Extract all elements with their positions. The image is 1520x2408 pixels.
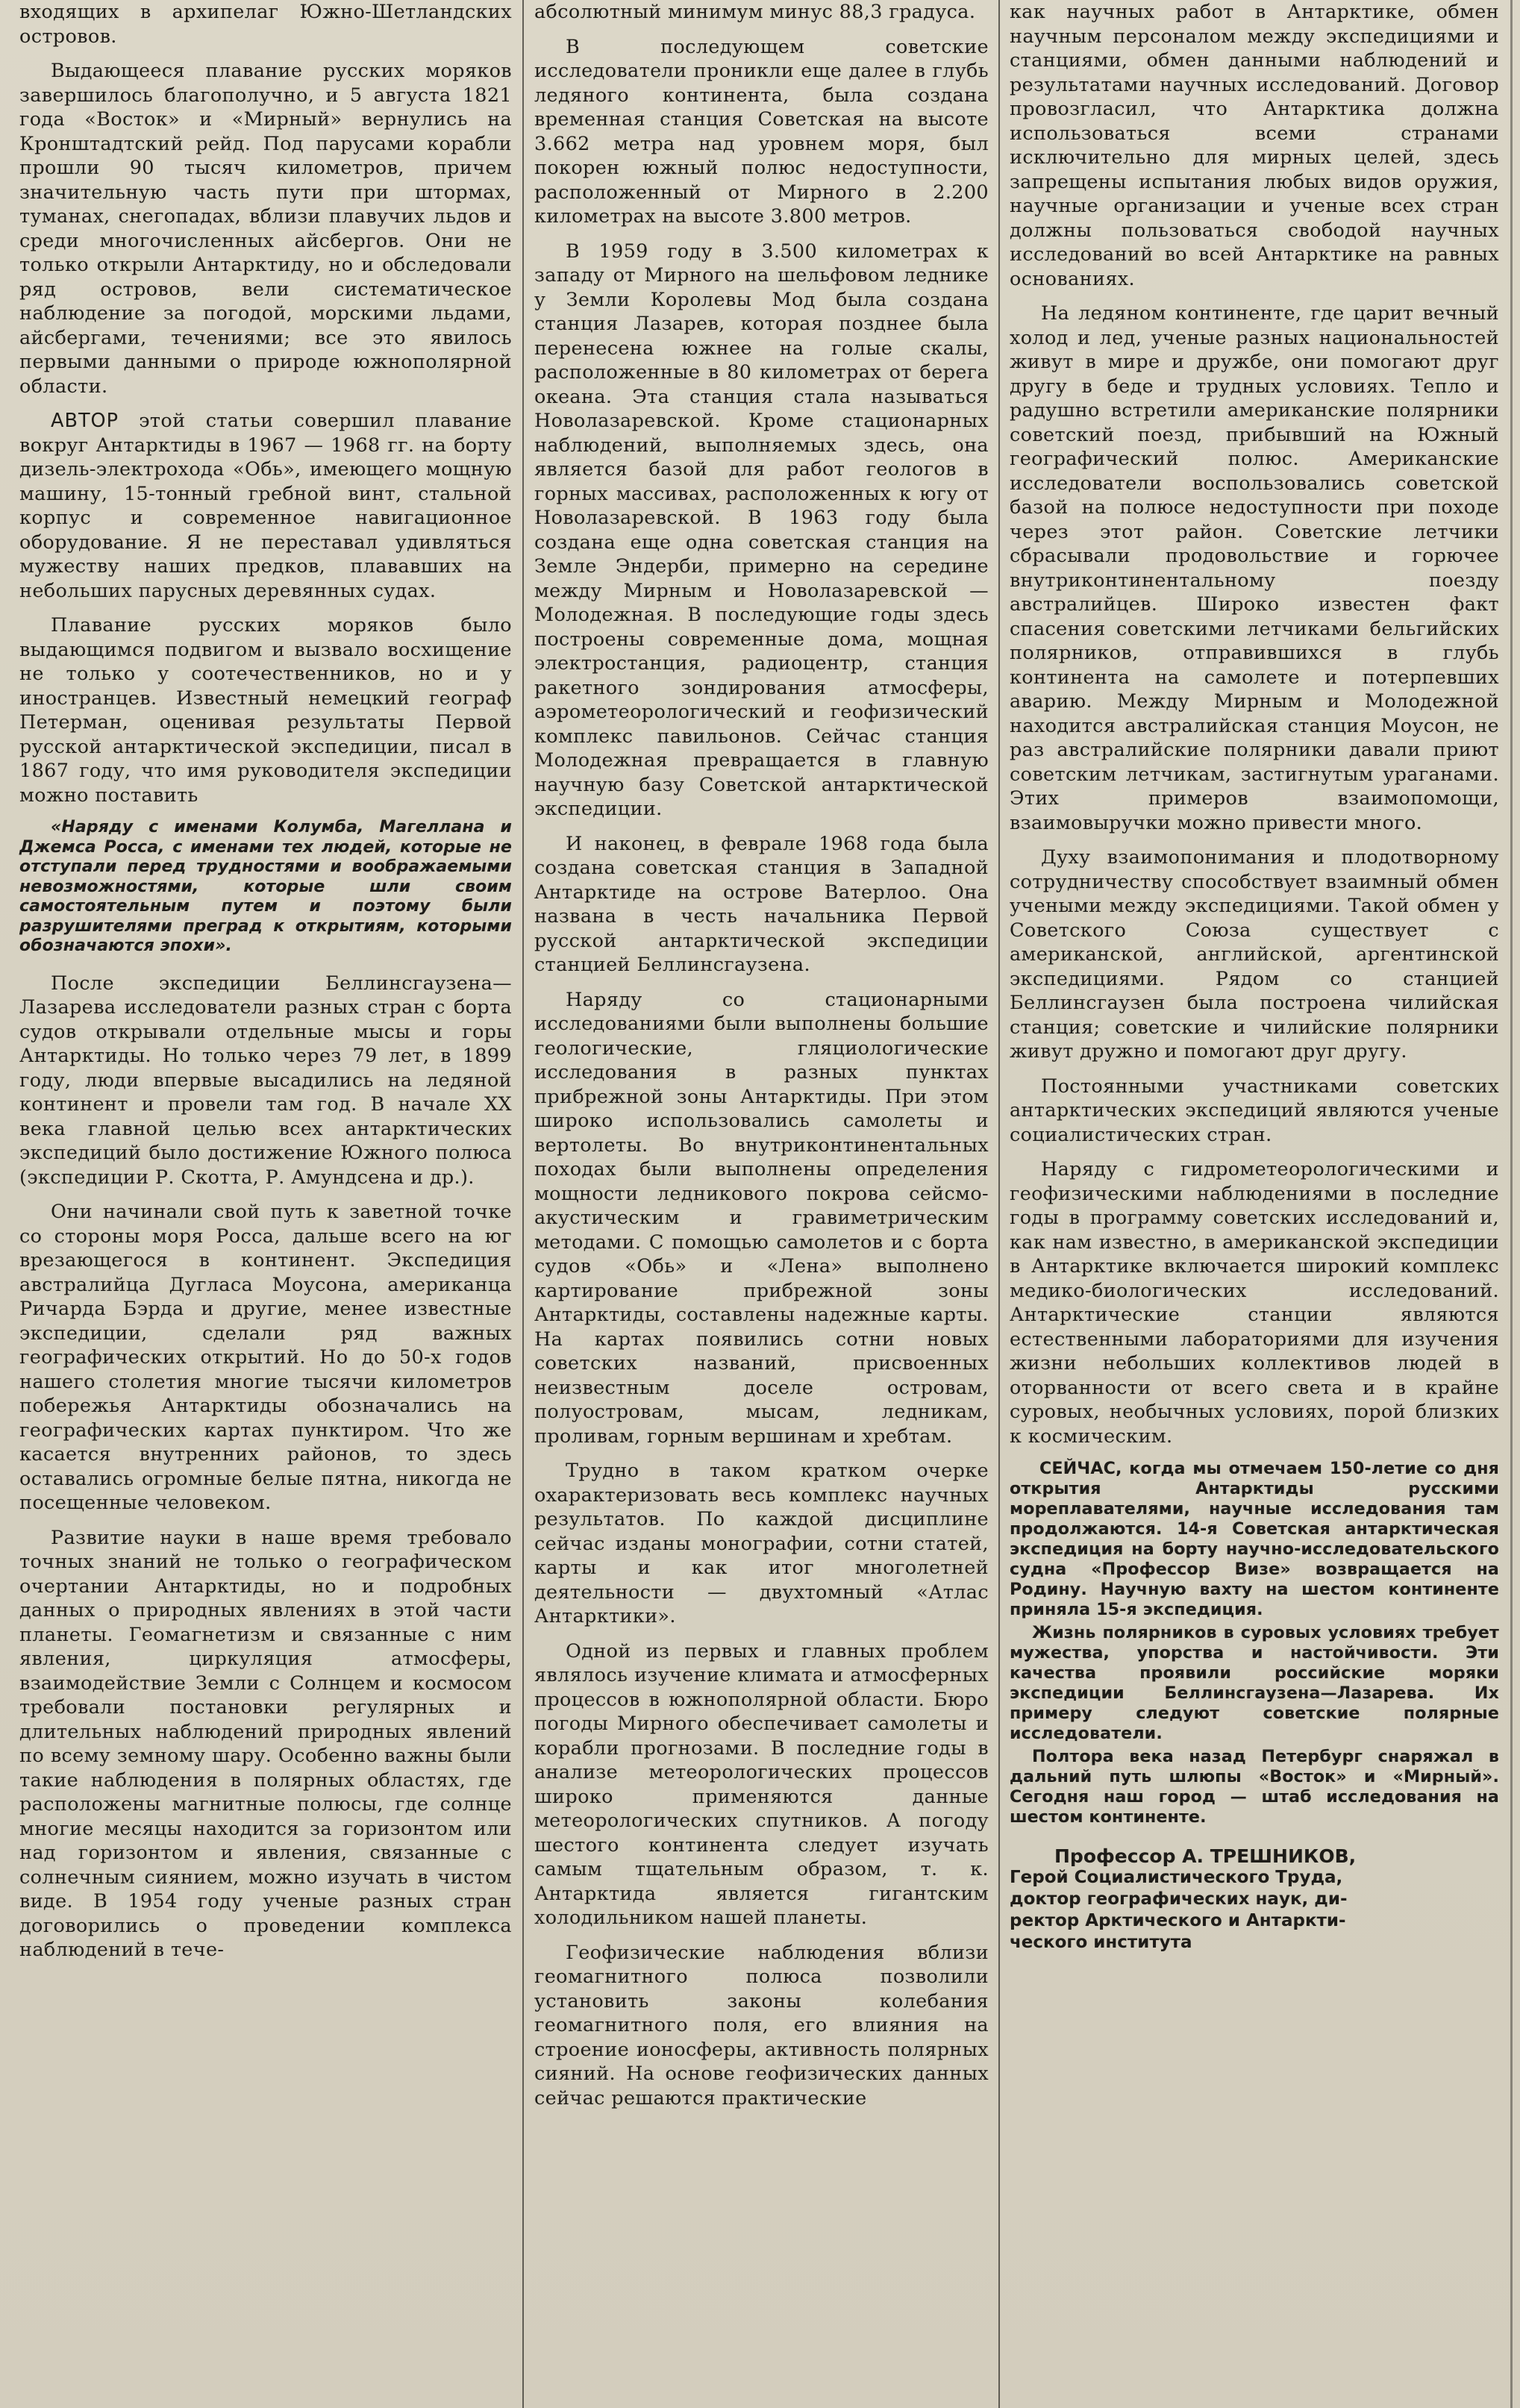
column-left — [13, 0, 518, 2408]
paragraph: Выдающееся плавание русских моряков завершилось благополучно, и 5 августа 1821 года «Восток» и «Мирный» вернулись на Кронштадтский рейд. Под парусами корабли прошли 90 тысяч километров, причем значительную часть пути при штормах, туманах, снегопадах, вблизи плавучих льдов и среди многочисленных айсбергов. Они не только открыли Антарктиду, но и обследовали ряд островов, вели систематическое наблюдение за погодой, морскими льдами, айсбергами, течениями; все это явилось первыми данными о природе южнополярной области. — [19, 60, 512, 398]
column-divider — [998, 0, 1000, 2408]
paragraph-text: этой статьи совершил плавание вокруг Антарктиды в 1967 — 1968 гг. на борту дизель-электрохода «Обь», имеющего мощную машину, 15-тонный гребной винт, стальной корпус и современное навигационное оборудование. Я не переставал удивляться мужеству наших предков, плававших на небольших парусных деревянных судах. — [19, 410, 512, 602]
column-divider — [522, 0, 524, 2408]
paragraph: Постоянными участниками советских антарктических экспедиций являются ученые социалистических стран. — [1010, 1075, 1499, 1146]
author-title-line: Герой Социалистического Труда, — [1010, 1868, 1343, 1887]
column-right — [1004, 0, 1505, 2408]
summary-paragraph: СЕЙЧАС, когда мы отмечаем 150-летие со дня открытия Антарктиды русскими мореплавателями, научные исследования там продолжаются. 14-я Советская антарктическая экспедиция на борту научно-исследовательского судна «Профессор Визе» возвращается на Родину. Научную вахту на шестом континенте приняла 15-я экспедиция. — [1010, 1459, 1499, 1619]
author-name: Профессор А. ТРЕШНИКОВ, — [1054, 1845, 1357, 1867]
paragraph: Наряду со стационарными исследованиями были выполнены большие геологические, гляциологические исследования в разных пунктах прибрежной зоны Антарктиды. При этом широко использовались самолеты и вертолеты. Во внутриконтинентальных походах были выполнены определения мощности ледникового покрова сейсмо-акустическим и гравиметрическим методами. С помощью самолетов и с борта судов «Обь» и «Лена» выполнено картирование прибрежной зоны Антарктиды, составлены надежные карты. На картах появились сотни новых советских названий, присвоенных неизвестным доселе островам, полуостровам, мысам, ледникам, проливам, горным вершинам и хребтам. — [534, 988, 989, 1448]
paragraph: Одной из первых и главных проблем являлось изучение климата и атмосферных процессов в южнополярной области. Бюро погоды Мирного обеспечивает самолеты и корабли прогнозами. В последние годы в анализе метеорологических процессов широко применяются данные метеорологических спутников. А погоду шестого континента следует изучать самым тщательным образом, т. к. Антарктида является гигантским холодильником нашей планеты. — [534, 1639, 989, 1929]
paragraph: Плавание русских моряков было выдающимся подвигом и вызвало восхищение не только у соотечественников, но и у иностранцев. Известный немецкий географ Петерман, оценивая результаты Первой русской антарктической экспедиции, писал в 1867 году, что имя руководителя экспедиции можно поставить — [19, 614, 512, 807]
paragraph: Геофизические наблюдения вблизи геомагнитного полюса позволили установить законы колебания геомагнитного поля, его влияния на строение ионосферы, активность полярных сияний. На основе геофизических данных сейчас решаются практические — [534, 1941, 989, 2110]
paragraph: Духу взаимопонимания и плодотворному сотрудничеству способствует взаимный обмен учеными между экспедициями. Такой обмен у Советского Союза существует с американской, английской, аргентинской экспедициями. Рядом со станцией Беллинсгаузен была построена чилийская станция; советские и чилийские полярники живут дружно и помогают друг другу. — [1010, 846, 1499, 1063]
quote-block: «Наряду с именами Колумба, Магеллана и Джемса Росса, с именами тех людей, которые не отступали перед трудностями и воображаемыми невозможностями, которые шли своим самостоятельным путем и поэтому были разрушителями преград к открытиям, которыми обозначаются эпохи». — [19, 818, 512, 955]
paragraph: На ледяном континенте, где царит вечный холод и лед, ученые разных национальностей живут в мире и дружбе, они помогают друг другу в беде и трудных условиях. Тепло и радушно встретили американские полярники советский поезд, прибывший на Южный географический полюс. Американские исследователи воспользовались советской базой на полюсе недоступности при походе через этот район. Советские летчики сбрасывали продовольствие и горючее внутриконтинентальному поезду австралийцев. Широко известен факт спасения советскими летчиками бельгийских полярников, отправившихся в глубь континента на самолете и потерпевших аварию. Между Мирным и Молодежной находится австралийская станция Моусон, не раз австралийские полярники давали приют советским летчикам, застигнутым ураганами. Этих примеров взаимопомощи, взаимовыручки можно привести много. — [1010, 302, 1499, 834]
paragraph: В последующем советские исследователи проникли еще далее в глубь ледяного континента, была создана временная станция Советская на высоте 3.662 метра над уровнем моря, был покорен южный полюс недоступности, расположенный от Мирного в 2.200 километрах на высоте 3.800 метров. — [534, 35, 989, 228]
paragraph: В 1959 году в 3.500 километрах к западу от Мирного на шельфовом леднике у Земли Королевы Мод была создана станция Лазарев, которая позднее была перенесена южнее на голые скалы, расположенные в 80 километрах от берега океана. Эта станция стала называться Новолазаревской. Кроме стационарных наблюдений, выполняемых здесь, она является базой для работ геологов в горных массивах, расположенных к югу от Новолазаревской. В 1963 году была создана еще одна советская станция на Земле Эндерби, примерно на середине между Мирным и Новолазаревской — Молодежная. В последующие годы здесь построены современные дома, мощная электростанция, радиоцентр, станция ракетного зондирования атмосферы, аэрометеорологический и геофизический комплекс павильонов. Сейчас станция Молодежная превращается в главную научную базу Советской антарктической экспедиции. — [534, 240, 989, 820]
paragraph: как научных работ в Антарктике, обмен научным персоналом между экспедициями и станциями, обмен данными наблюдений и результатами научных исследований. Договор провозгласил, что Антарктика должна использоваться всеми странами исключительно для мирных целей, здесь запрещены испытания любых видов оружия, научные организации и ученые всех стран должны пользоваться свободой научных исследований во всей Антарктике на равных основаниях. — [1010, 1, 1499, 290]
column-middle — [528, 0, 995, 2408]
lead-word: АВТОР — [51, 410, 119, 432]
author-title-line: ческого института — [1010, 1933, 1192, 1952]
page-edge-divider — [1510, 0, 1513, 2408]
paragraph: входящих в архипелаг Южно-Шетландских островов. — [19, 1, 512, 48]
paragraph: Наряду с гидрометеорологическими и геофизическими наблюдениями в последние годы в программу советских исследований и, как нам известно, в американской экспедиции в Антарктике включается широкий комплекс медико-биологических исследований. Антарктические станции являются естественными лабораториями для изучения жизни небольших коллективов людей в оторванности от всего света и в крайне суровых, необычных условиях, порой близких к космическим. — [1010, 1158, 1499, 1448]
author-title-line: доктор географических наук, ди- — [1010, 1889, 1348, 1909]
author-title-line: ректор Арктического и Антаркти- — [1010, 1911, 1346, 1930]
paragraph — [19, 409, 512, 603]
paragraph: Они начинали свой путь к заветной точке со стороны моря Росса, дальше всего на юг врезающегося в континент. Экспедиция австралийца Дугласа Моусона, американца Ричарда Бэрда и другие, менее известные экспедиции, сделали ряд важных географических открытий. Но до 50-х годов нашего столетия многие тысячи километров побережья Антарктиды обозначались на географических картах пунктиром. Что же касается внутренних районов, то здесь оставались огромные белые пятна, никогда не посещенные человеком. — [19, 1201, 512, 1514]
paragraph: После экспедиции Беллинсгаузена—Лазарева исследователи разных стран с борта судов открывали отдельные мысы и горы Антарктиды. Но только через 79 лет, в 1899 году, люди впервые высадились на ледяной континент и провели там год. В начале XX века главной целью всех антарктических экспедиций было достижение Южного полюса (экспедиции Р. Скотта, Р. Амундсена и др.). — [19, 972, 512, 1189]
paragraph: И наконец, в феврале 1968 года была создана советская станция в Западной Антарктиде на острове Ватерлоо. Она названа в честь начальника Первой русской антарктической экспедиции станцией Беллинсгаузена. — [534, 832, 989, 976]
paragraph: Трудно в таком кратком очерке охарактеризовать весь комплекс научных результатов. По каждой дисциплине сейчас изданы монографии, сотни статей, карты и как итог многолетней деятельности — двухтомный «Атлас Антарктики». — [534, 1460, 989, 1627]
paragraph: Развитие науки в наше время требовало точных знаний не только о географическом очертании Антарктиды, но и подробных данных о природных явлениях в этой части планеты. Геомагнетизм и связанные с ним явления, циркуляция атмосферы, взаимодействие Земли с Солнцем и космосом требовали постановки регулярных и длительных наблюдений природных явлений по всему земному шару. Особенно важны были такие наблюдения в полярных областях, где расположены магнитные полюсы, где солнце многие месяцы находится за горизонтом или над горизонтом и явления, связанные с солнечным сиянием, можно изучать в чистом виде. В 1954 году ученые разных стран договорились о проведении комплекса наблюдений в тече- — [19, 1526, 512, 1961]
paragraph: абсолютный минимум минус 88,3 градуса. — [534, 1, 976, 23]
summary-paragraph: Жизнь полярников в суровых условиях требует мужества, упорства и настойчивости. Эти качества проявили российские моряки экспедиции Беллинсгаузена—Лазарева. Их примеру следуют советские полярные исследователи. — [1010, 1623, 1499, 1743]
author-signature — [1010, 1845, 1499, 1954]
summary-paragraph: Полтора века назад Петербург снаряжал в дальний путь шлюпы «Восток» и «Мирный». Сегодня наш город — штаб исследования на шестом континенте. — [1010, 1747, 1499, 1827]
summary-block — [1010, 1459, 1499, 1827]
